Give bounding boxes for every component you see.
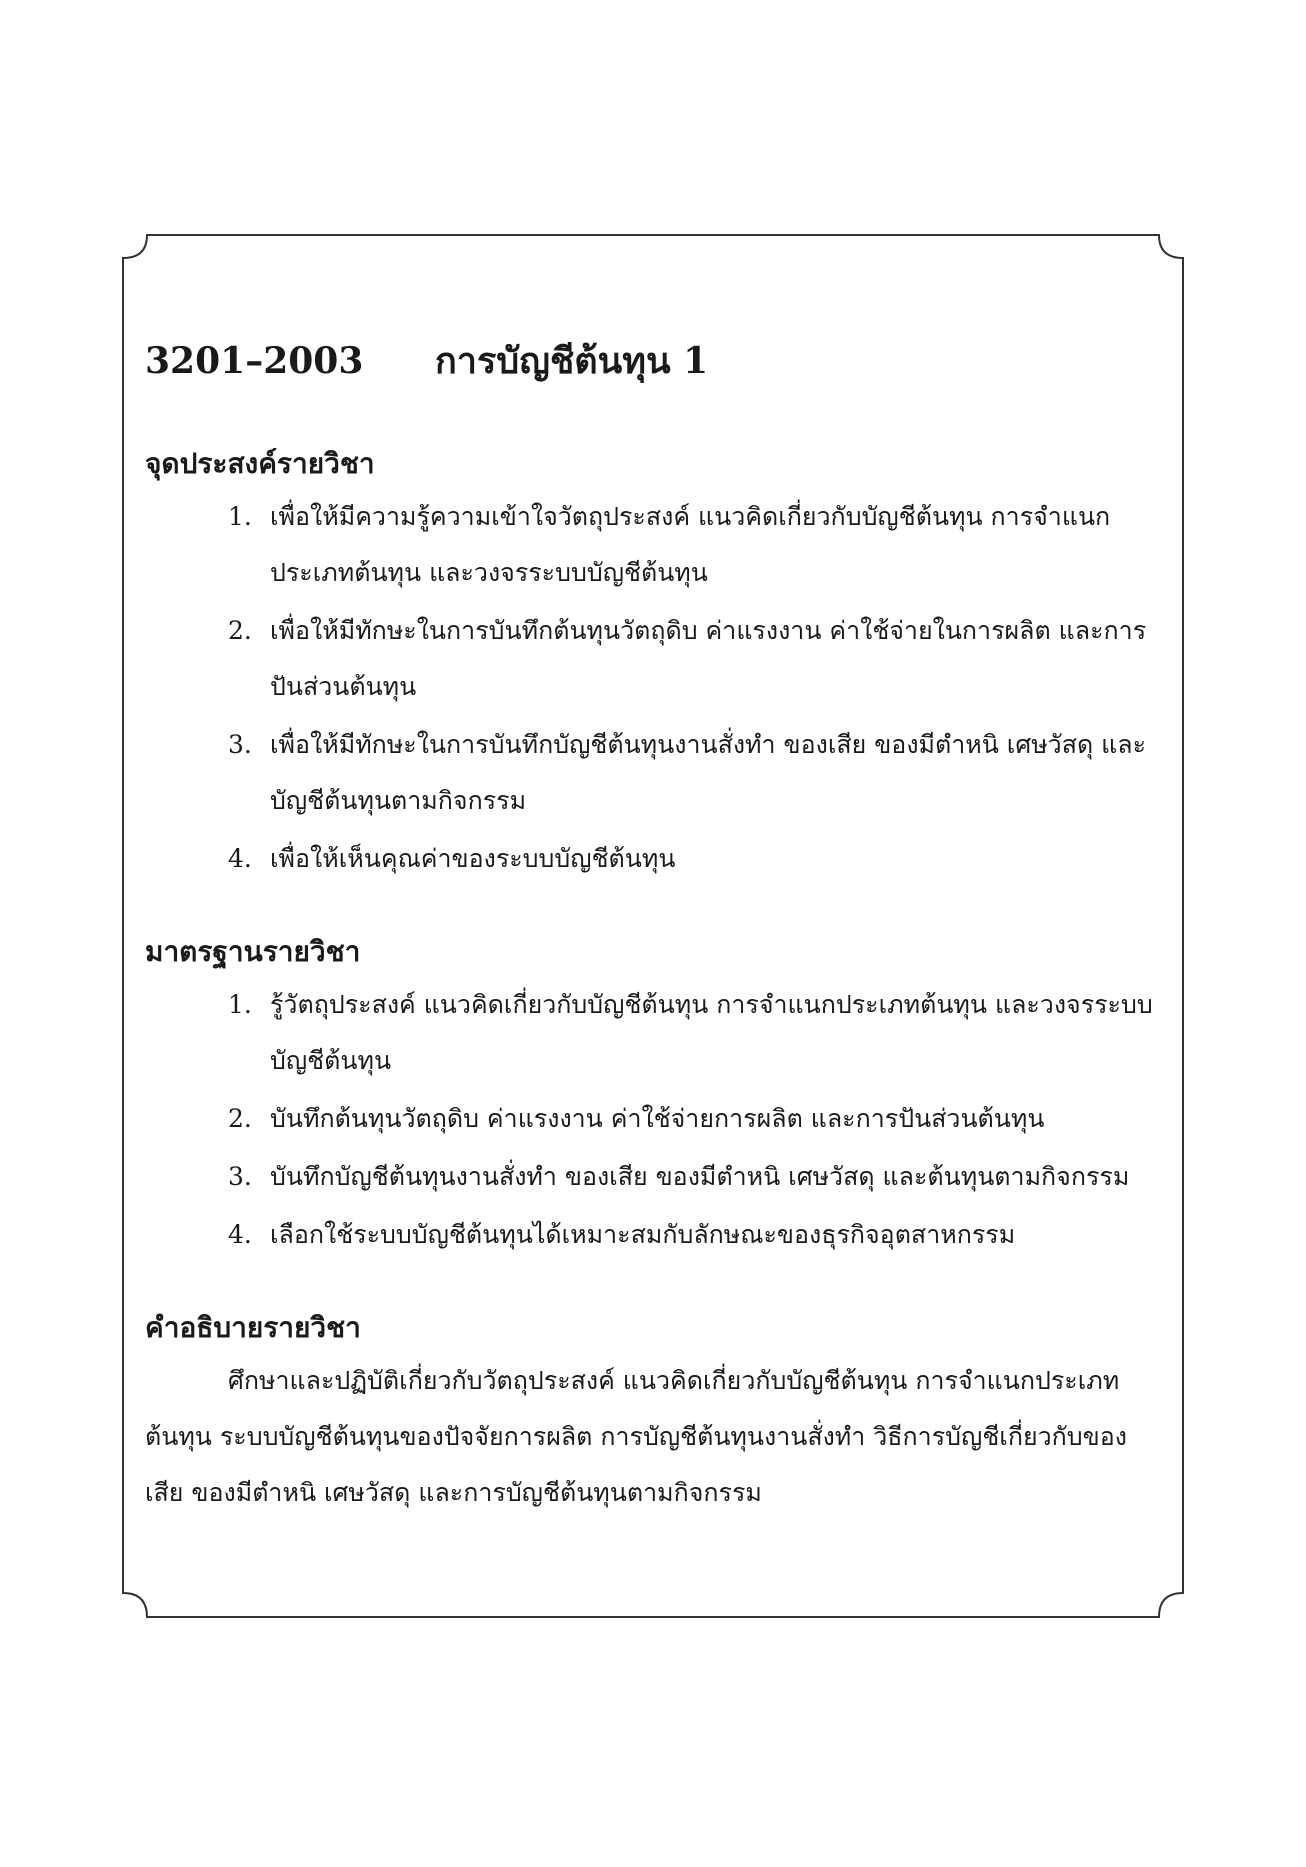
description-heading: คำอธิบายรายวิชา (145, 1310, 361, 1344)
course-name: การบัญชีต้นทุน 1 (435, 340, 709, 382)
objective-item (228, 489, 1165, 601)
standard-item (228, 977, 1165, 1089)
standard-text: บันทึกบัญชีต้นทุนงานสั่งทำ ของเสีย ของมีตำหนิ เศษวัสดุ และต้นทุนตามกิจกรรม (270, 1161, 1130, 1191)
objective-number: 3. (228, 729, 252, 759)
course-title-row (145, 340, 1165, 383)
objective-item (228, 831, 1165, 887)
objective-number: 2. (228, 615, 252, 645)
objective-text: เพื่อให้เห็นคุณค่าของระบบบัญชีต้นทุน (270, 843, 676, 873)
standard-item (228, 1091, 1165, 1147)
standards-list (145, 977, 1165, 1263)
standard-text: เลือกใช้ระบบบัญชีต้นทุนได้เหมาะสมกับลักษณะของธุรกิจอุตสาหกรรม (270, 1219, 1016, 1249)
course-content (145, 340, 1165, 1521)
standard-number: 1. (228, 989, 252, 1019)
course-code: 3201–2003 (145, 340, 364, 382)
standard-item (228, 1149, 1165, 1205)
objectives-heading: จุดประสงค์รายวิชา (145, 447, 375, 481)
objective-text: เพื่อให้มีทักษะในการบันทึกต้นทุนวัตถุดิบ ค่าแรงงาน ค่าใช้จ่ายในการผลิต และการปันส่วนต้นทุน (270, 615, 1147, 701)
standards-heading: มาตรฐานรายวิชา (145, 934, 361, 968)
standard-number: 4. (228, 1219, 252, 1249)
standard-item (228, 1207, 1165, 1263)
objectives-list (145, 489, 1165, 887)
course-description-text: ศึกษาและปฏิบัติเกี่ยวกับวัตถุประสงค์ แนวคิดเกี่ยวกับบัญชีต้นทุน การจำแนกประเภทต้นทุน ระบบบัญชีต้นทุนของปัจจัยการผลิต การบัญชีต้นทุนงานสั่งทำ วิธีการบัญชีเกี่ยวกับของเสีย ของมีตำหนิ เศษวัสดุ และการบัญชีต้นทุนตามกิจกรรม (145, 1365, 1127, 1507)
standard-number: 3. (228, 1161, 252, 1191)
standard-text: รู้วัตถุประสงค์ แนวคิดเกี่ยวกับบัญชีต้นทุน การจำแนกประเภทต้นทุน และวงจรระบบบัญชีต้นทุน (270, 989, 1153, 1075)
objective-item (228, 603, 1165, 715)
standard-number: 2. (228, 1103, 252, 1133)
objective-item (228, 717, 1165, 829)
objective-number: 1. (228, 501, 252, 531)
objective-number: 4. (228, 843, 252, 873)
objective-text: เพื่อให้มีทักษะในการบันทึกบัญชีต้นทุนงานสั่งทำ ของเสีย ของมีตำหนิ เศษวัสดุ และบัญชีต้นทุนตามกิจกรรม (270, 729, 1147, 815)
objective-text: เพื่อให้มีความรู้ความเข้าใจวัตถุประสงค์ แนวคิดเกี่ยวกับบัญชีต้นทุน การจำแนกประเภทต้นทุน และวงจรระบบบัญชีต้นทุน (270, 501, 1111, 587)
standard-text: บันทึกต้นทุนวัตถุดิบ ค่าแรงงาน ค่าใช้จ่ายการผลิต และการปันส่วนต้นทุน (270, 1103, 1045, 1133)
